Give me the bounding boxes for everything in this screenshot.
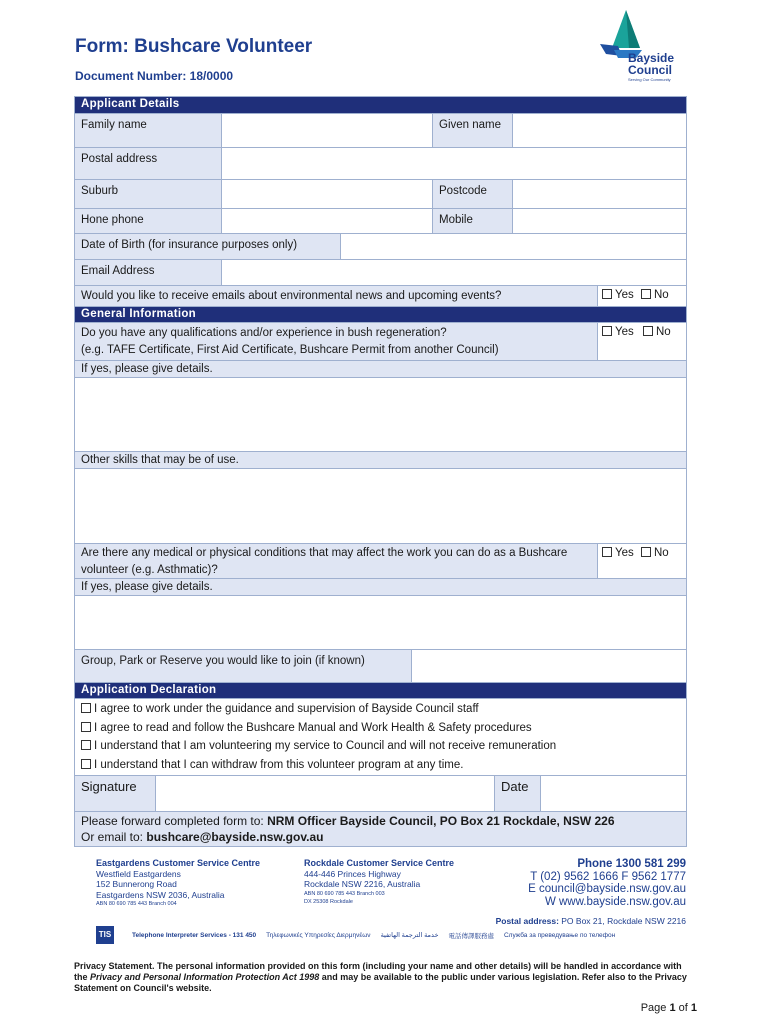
mobile-label: Mobile bbox=[432, 209, 512, 233]
forward-address: NRM Officer Bayside Council, PO Box 21 Rockdale, NSW 226 bbox=[267, 814, 615, 828]
council-website[interactable]: W www.bayside.nsw.gov.au bbox=[544, 895, 686, 908]
given-name-label: Given name bbox=[432, 114, 512, 147]
volunteer-form bbox=[74, 96, 687, 847]
home-phone-label: Hone phone bbox=[75, 209, 221, 233]
yes-checkbox[interactable] bbox=[602, 547, 612, 557]
suburb-label: Suburb bbox=[75, 180, 221, 208]
phone-fax: T (02) 9562 1666 F 9562 1777 bbox=[530, 870, 686, 883]
yes-label: Yes bbox=[615, 326, 634, 338]
row-medical bbox=[75, 543, 686, 578]
family-name-field[interactable] bbox=[221, 114, 432, 147]
medical-details-field[interactable] bbox=[75, 595, 686, 649]
declaration-checkbox[interactable] bbox=[81, 740, 91, 750]
row-forward bbox=[75, 811, 686, 846]
email-field[interactable] bbox=[221, 260, 686, 285]
row-postal bbox=[75, 147, 686, 179]
page-number: Page 1 of 1 bbox=[640, 1002, 697, 1014]
phone: Phone 1300 581 299 bbox=[577, 858, 686, 870]
section-header-declaration: Application Declaration bbox=[75, 682, 686, 698]
yes-label: Yes bbox=[615, 547, 634, 559]
dob-field[interactable] bbox=[340, 234, 686, 259]
row-group bbox=[75, 649, 686, 682]
logo-tagline: Serving Our Community bbox=[628, 77, 671, 82]
row-other-skills bbox=[75, 451, 686, 468]
privacy-statement: Privacy Statement. The personal information provided on this form (including your name and other details) will be handled in accordance with the Privacy and Personal Information Protection Act 1998 and may be available to the public under various legislation. Refer also to the Privacy Statement on Council's website. bbox=[74, 961, 687, 993]
postal-address: Postal address: PO Box 21, Rockdale NSW 2216 bbox=[495, 916, 686, 926]
medical-choice bbox=[597, 544, 686, 578]
signature-field[interactable] bbox=[155, 776, 494, 811]
declaration-item: I agree to work under the guidance and supervision of Bayside Council staff bbox=[81, 700, 680, 719]
row-phones bbox=[75, 208, 686, 233]
no-checkbox[interactable] bbox=[641, 289, 651, 299]
row-qualifications bbox=[75, 322, 686, 360]
row-dob bbox=[75, 233, 686, 259]
declaration-item: I agree to read and follow the Bushcare Manual and Work Health & Safety procedures bbox=[81, 719, 680, 738]
row-signature bbox=[75, 775, 686, 811]
interpreter-icon: TIS bbox=[96, 926, 114, 944]
if-yes-medical-label: If yes, please give details. bbox=[75, 579, 686, 595]
declaration-item: I understand that I can withdraw from this volunteer program at any time. bbox=[81, 756, 680, 775]
group-label: Group, Park or Reserve you would like to join (if known) bbox=[75, 650, 411, 682]
no-label: No bbox=[653, 547, 669, 559]
yes-label: Yes bbox=[615, 289, 634, 301]
mobile-field[interactable] bbox=[512, 209, 686, 233]
other-skills-field[interactable] bbox=[75, 468, 686, 543]
yes-checkbox[interactable] bbox=[602, 289, 612, 299]
eastgardens-centre: Eastgardens Customer Service Centre Westfield Eastgardens 152 Bunnerong Road Eastgardens NSW 2036, Australia ABN 80 690 785 443 Branch 004 bbox=[96, 858, 261, 907]
postal-address-field[interactable] bbox=[221, 148, 686, 179]
document-number: Document Number: 18/0000 bbox=[75, 69, 234, 83]
forward-line: Please forward completed form to: NRM Officer Bayside Council, PO Box 21 Rockdale, NSW 226 bbox=[81, 814, 615, 828]
dob-label: Date of Birth (for insurance purposes only) bbox=[75, 234, 340, 259]
family-name-label: Family name bbox=[75, 114, 221, 147]
date-field[interactable] bbox=[540, 776, 686, 811]
council-contact bbox=[528, 858, 686, 908]
section-header-applicant: Applicant Details bbox=[75, 97, 686, 113]
email-line: Or email to: bushcare@bayside.nsw.gov.au bbox=[81, 830, 324, 844]
council-email[interactable]: E council@bayside.nsw.gov.au bbox=[528, 883, 686, 895]
interpreter-services: TIS Telephone Interpreter Services - 131 450 Τηλεφωνικές Υπηρεσίες Διερμηνέων خدمة الترجمة الهاتفية 電話傳譯服務處 Служба за преведување по телефон bbox=[96, 926, 615, 944]
declaration-checkbox[interactable] bbox=[81, 759, 91, 769]
postcode-field[interactable] bbox=[512, 180, 686, 208]
medical-question: Are there any medical or physical conditions that may affect the work you can do as a Bushcare volunteer (e.g. Asthmatic)? bbox=[75, 544, 597, 578]
row-email-opt-in bbox=[75, 285, 686, 306]
email-opt-in-choice bbox=[597, 286, 686, 306]
home-phone-field[interactable] bbox=[221, 209, 432, 233]
rockdale-centre: Rockdale Customer Service Centre 444-446 Princes Highway Rockdale NSW 2216, Australia ABN 80 690 785 443 Branch 003 DX 25308 Rockdale bbox=[304, 858, 455, 905]
form-title: Form: Bushcare Volunteer bbox=[75, 36, 313, 57]
footer-contact-block bbox=[96, 858, 686, 948]
declaration-checkbox[interactable] bbox=[81, 703, 91, 713]
declaration-item: I understand that I am volunteering my service to Council and will not receive remuneration bbox=[81, 737, 680, 756]
qualifications-line2: (e.g. TAFE Certificate, First Aid Certificate, Bushcare Permit from another Council) bbox=[81, 344, 499, 356]
row-if-yes bbox=[75, 360, 686, 377]
if-yes-label: If yes, please give details. bbox=[75, 361, 686, 377]
no-label: No bbox=[655, 326, 671, 338]
forward-instructions bbox=[75, 812, 686, 846]
date-label: Date bbox=[494, 776, 540, 811]
section-header-general: General Information bbox=[75, 306, 686, 322]
postcode-label: Postcode bbox=[432, 180, 512, 208]
row-if-yes-medical bbox=[75, 578, 686, 595]
qualifications-line1: Do you have any qualifications and/or experience in bush regeneration? bbox=[81, 327, 447, 339]
email-label: Email Address bbox=[75, 260, 221, 285]
qualifications-details-field[interactable] bbox=[75, 377, 686, 451]
row-names bbox=[75, 113, 686, 147]
no-label: No bbox=[653, 289, 669, 301]
forward-email-link[interactable]: bushcare@bayside.nsw.gov.au bbox=[146, 830, 324, 844]
suburb-field[interactable] bbox=[221, 180, 432, 208]
row-email bbox=[75, 259, 686, 285]
group-field[interactable] bbox=[411, 650, 686, 682]
signature-label: Signature bbox=[75, 776, 155, 811]
email-opt-in-question: Would you like to receive emails about environmental news and upcoming events? bbox=[75, 286, 597, 306]
postal-address-label: Postal address bbox=[75, 148, 221, 179]
other-skills-label: Other skills that may be of use. bbox=[75, 452, 686, 468]
declaration-checkbox[interactable] bbox=[81, 722, 91, 732]
yes-checkbox[interactable] bbox=[602, 326, 612, 336]
row-suburb bbox=[75, 179, 686, 208]
given-name-field[interactable] bbox=[512, 114, 686, 147]
logo-text-bayside: Bayside bbox=[628, 51, 675, 65]
qualifications-question bbox=[75, 323, 597, 360]
no-checkbox[interactable] bbox=[643, 326, 653, 336]
logo-text-council: Council bbox=[628, 63, 672, 77]
declaration-list bbox=[75, 698, 686, 775]
qualifications-choice bbox=[597, 323, 686, 360]
no-checkbox[interactable] bbox=[641, 547, 651, 557]
